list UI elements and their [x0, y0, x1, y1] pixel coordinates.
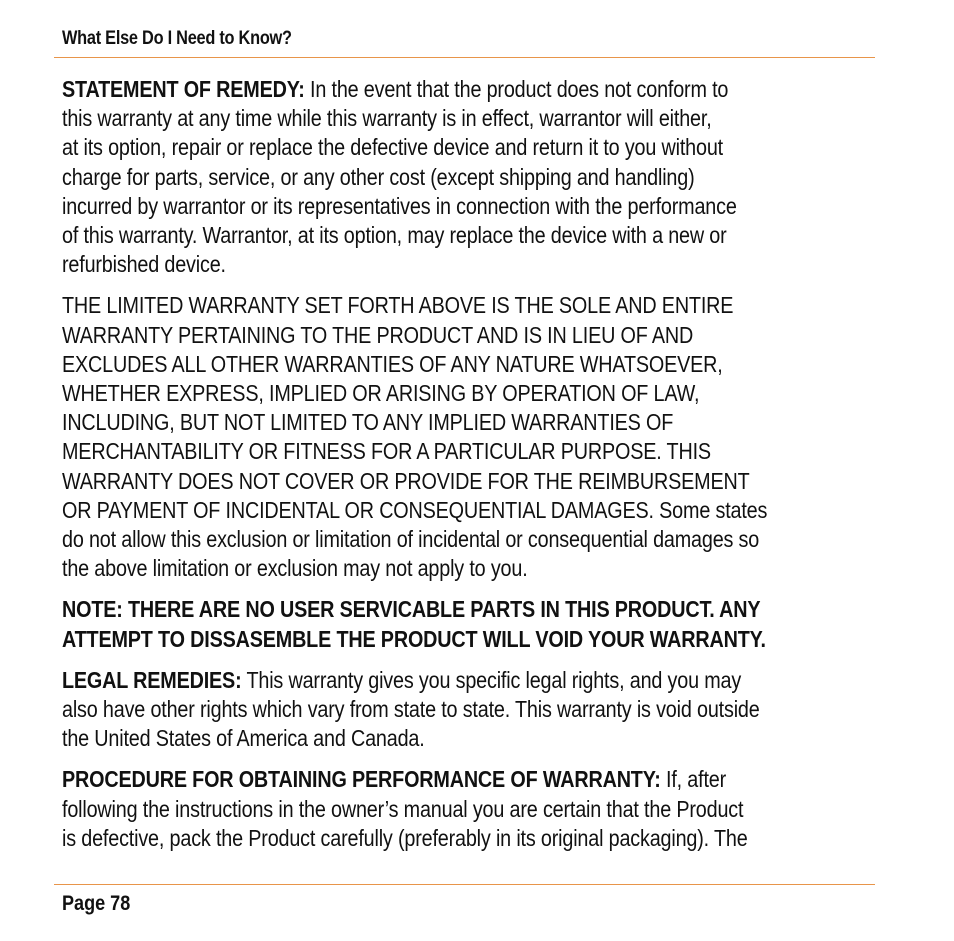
text-line: OR PAYMENT OF INCIDENTAL OR CONSEQUENTIAL DAMAGES. Some states: [62, 496, 768, 523]
text-line: WARRANTY PERTAINING TO THE PRODUCT AND IS IN LIEU OF AND: [62, 321, 694, 348]
text-line: the United States of America and Canada.: [62, 725, 425, 752]
text-line: do not allow this exclusion or limitation of incidental or consequential damages so: [62, 526, 760, 553]
text-line: NOTE: THERE ARE NO USER SERVICABLE PARTS IN THIS PRODUCT. ANY: [62, 596, 761, 623]
no-user-serviceable-parts-note: [62, 595, 862, 653]
text-line: MERCHANTABILITY OR FITNESS FOR A PARTICULAR PURPOSE. THIS: [62, 438, 711, 465]
text-line: following the instructions in the owner’s manual you are certain that the Product: [62, 795, 744, 822]
text-line: the above limitation or exclusion may not apply to you.: [62, 555, 528, 582]
footer-divider: [54, 884, 875, 885]
text-line: EXCLUDES ALL OTHER WARRANTIES OF ANY NATURE WHATSOEVER,: [62, 350, 723, 377]
header-divider: [54, 57, 875, 58]
legal-remedies-paragraph: LEGAL REMEDIES: This warranty gives you specific legal rights, and you may also have other rights which vary from state to state. This warranty is void outside the United States of America and Canada.: [62, 666, 862, 754]
statement-of-remedy-paragraph: STATEMENT OF REMEDY: In the event that the product does not conform to this warranty at any time while this warranty is in effect, warrantor will either, at its option, repair or replace the defective device and return it to you without charge for parts, service, or any other cost (except shipping and handling) incurred by warrantor or its representatives in connection with the performance of this warranty. Warrantor, at its option, may replace the device with a new or refurbished device.: [62, 75, 862, 279]
text-line: incurred by warrantor or its representatives in connection with the performance: [62, 192, 737, 219]
section-header-title: What Else Do I Need to Know?: [62, 28, 292, 49]
text-line: THE LIMITED WARRANTY SET FORTH ABOVE IS THE SOLE AND ENTIRE: [62, 292, 734, 319]
warranty-procedure-heading: PROCEDURE FOR OBTAINING PERFORMANCE OF WARRANTY:: [62, 766, 661, 793]
statement-of-remedy-heading: STATEMENT OF REMEDY:: [62, 76, 305, 102]
text-line: this warranty at any time while this warranty is in effect, warrantor will either,: [62, 105, 712, 132]
text-line: at its option, repair or replace the defective device and return it to you without: [62, 134, 724, 161]
text-line: also have other rights which vary from state to state. This warranty is void outside: [62, 696, 760, 723]
text-line: of this warranty. Warrantor, at its option, may replace the device with a new or: [62, 222, 727, 249]
page-number: Page 78: [62, 892, 131, 915]
warranty-body: [62, 75, 862, 865]
text-line: WHETHER EXPRESS, IMPLIED OR ARISING BY OPERATION OF LAW,: [62, 380, 700, 407]
text-line: ATTEMPT TO DISSASEMBLE THE PRODUCT WILL VOID YOUR WARRANTY.: [62, 625, 766, 652]
text-line: INCLUDING, BUT NOT LIMITED TO ANY IMPLIED WARRANTIES OF: [62, 409, 674, 436]
legal-remedies-heading: LEGAL REMEDIES:: [62, 666, 242, 693]
text-line: is defective, pack the Product carefully (preferably in its original packaging). The: [62, 824, 748, 851]
limited-warranty-paragraph: [62, 291, 862, 583]
text-line: charge for parts, service, or any other cost (except shipping and handling): [62, 163, 695, 190]
text-line: WARRANTY DOES NOT COVER OR PROVIDE FOR THE REIMBURSEMENT: [62, 467, 750, 494]
warranty-procedure-paragraph: PROCEDURE FOR OBTAINING PERFORMANCE OF WARRANTY: If, after following the instructions in the owner’s manual you are certain that the Product is defective, pack the Product carefully (preferably in its original packaging). The: [62, 765, 862, 853]
text-line: refurbished device.: [62, 251, 226, 278]
